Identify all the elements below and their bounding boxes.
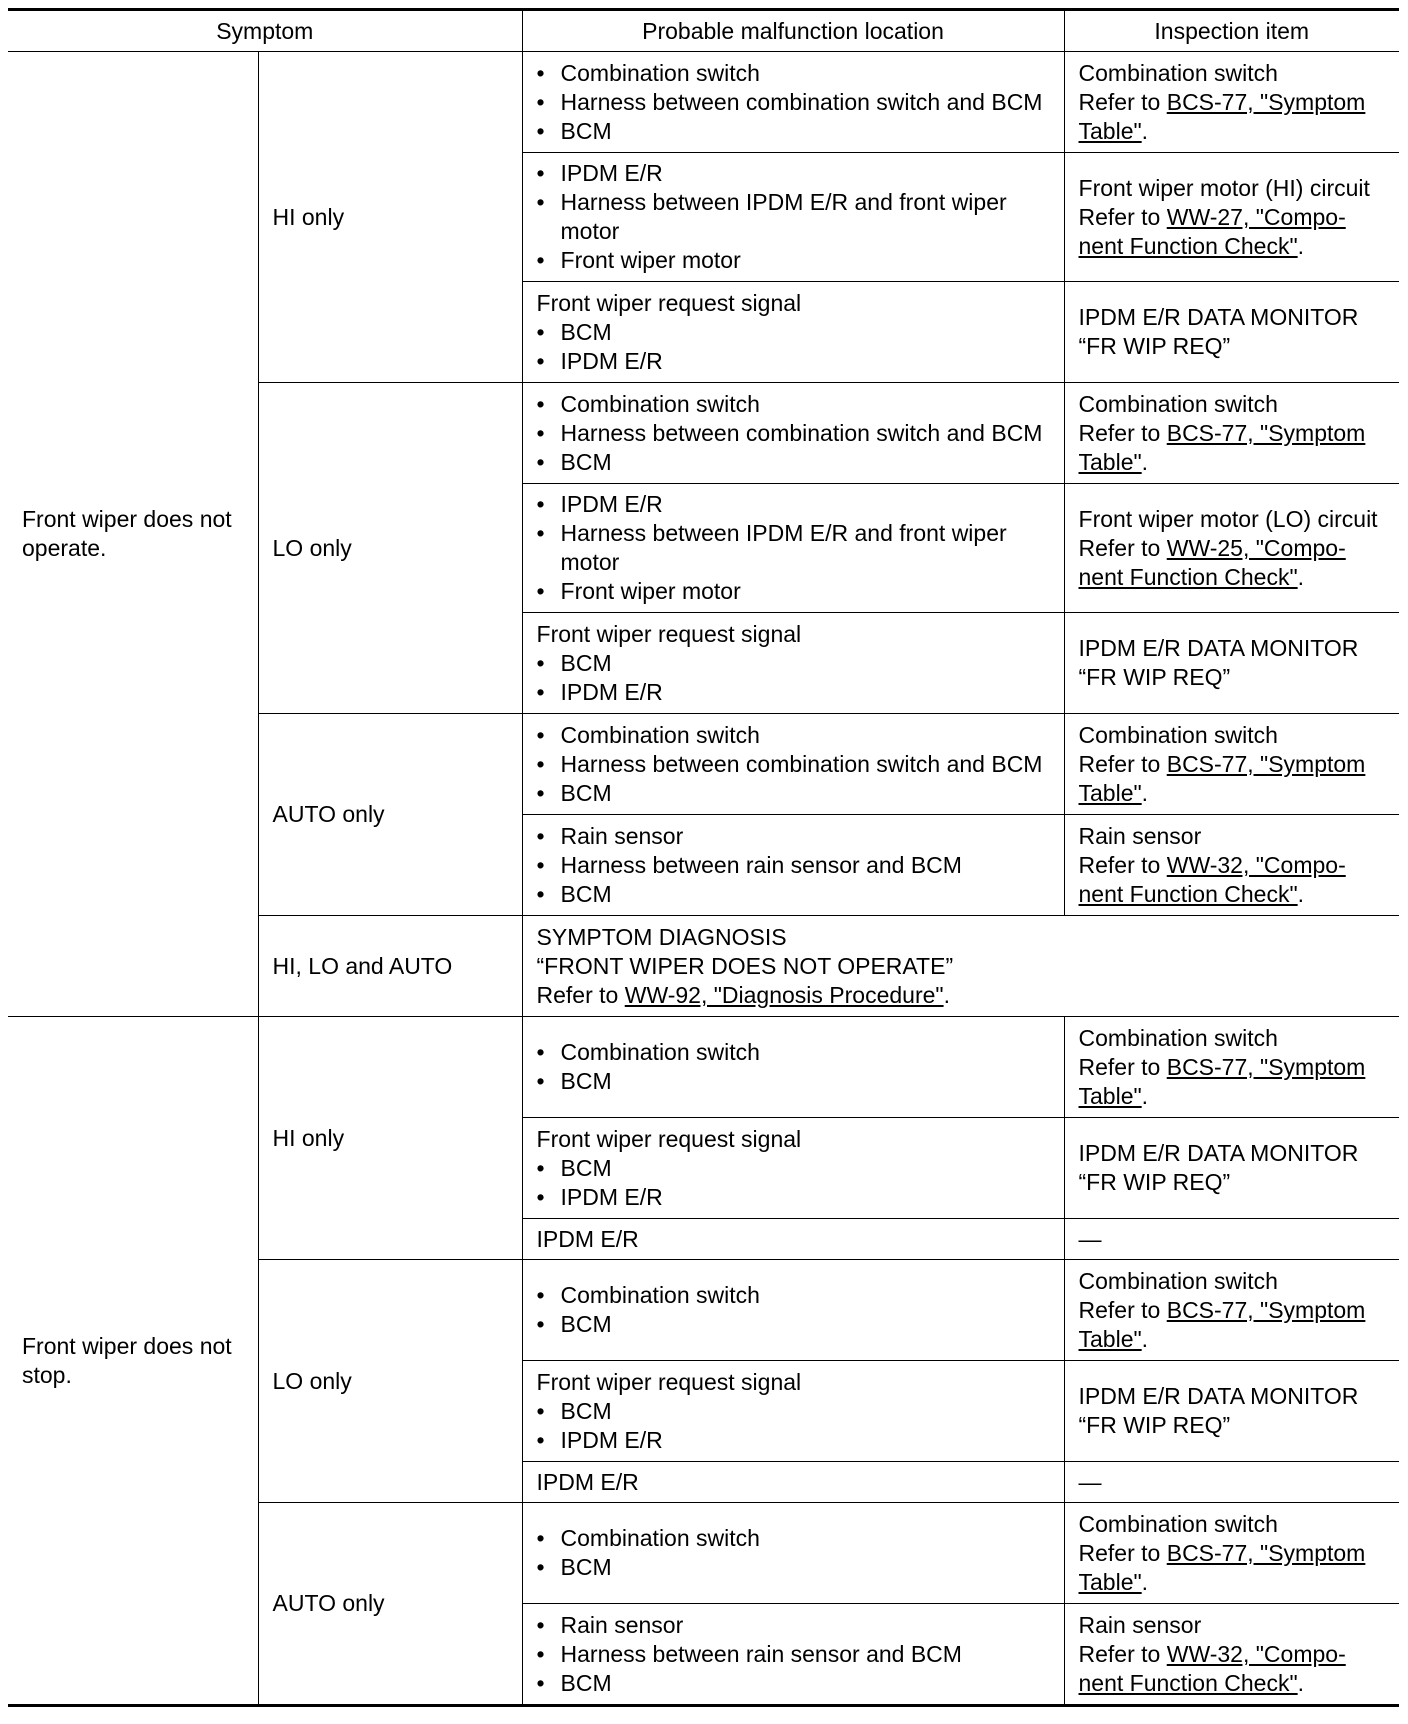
location-bullet: • Rain sensor — [537, 1611, 1064, 1640]
header-location: Probable malfunction location — [522, 10, 1064, 52]
reference-link[interactable]: Table" — [1078, 448, 1142, 475]
location-bullet: • Combination switch — [537, 1281, 1064, 1310]
reference-link[interactable]: Table" — [1078, 117, 1142, 144]
inspection-text: Front wiper motor (LO) circuit — [1078, 505, 1378, 532]
location-bullet: • Front wiper motor — [537, 577, 1064, 606]
inspection-reference-cont — [1079, 1325, 1400, 1354]
inspection-reference — [1079, 1539, 1400, 1568]
inspection-text: Rain sensor — [1078, 822, 1202, 849]
location-bullet: • Harness between rain sensor and BCM — [537, 1640, 1064, 1669]
inspection-reference — [1079, 203, 1400, 232]
location-bullet: • Harness between IPDM E/R and front wiper — [537, 188, 1064, 217]
symptom-text: Front wiper does not — [22, 1332, 232, 1359]
location-bullet: • BCM — [537, 779, 1064, 808]
inspection-cell — [1064, 815, 1399, 916]
inspection-reference — [1079, 534, 1400, 563]
inspection-reference-cont — [1079, 779, 1400, 808]
location-bullet: • IPDM E/R — [537, 159, 1064, 188]
location-title: Front wiper request signal — [536, 1125, 802, 1152]
mode-cell — [258, 1503, 522, 1706]
location-bullet: • Combination switch — [537, 390, 1064, 419]
inspection-cell — [1064, 1260, 1399, 1361]
symptom-cell — [8, 1017, 258, 1706]
inspection-text: IPDM E/R DATA MONITOR — [1078, 1383, 1359, 1409]
mode-cell — [258, 714, 522, 916]
reference-link[interactable]: BCS-77, "Symptom — [1166, 88, 1366, 115]
reference-prefix: Refer to — [536, 981, 625, 1008]
inspection-cell — [1064, 1017, 1399, 1118]
location-bullet: • BCM — [537, 1553, 1064, 1582]
inspection-text: Rain sensor — [1078, 1611, 1202, 1638]
reference-suffix: . — [1141, 448, 1149, 475]
inspection-text: “FR WIP REQ” — [1078, 1169, 1231, 1195]
inspection-text: Combination switch — [1078, 390, 1278, 417]
diagnosis-title: SYMPTOM DIAGNOSIS — [536, 923, 787, 950]
location-bullet: • Harness between IPDM E/R and front wiper — [537, 519, 1064, 548]
inspection-cell — [1064, 1503, 1399, 1604]
inspection-reference — [1079, 419, 1400, 448]
mode-label: HI only — [272, 203, 345, 230]
diagnosis-reference — [537, 981, 1400, 1010]
inspection-text: Front wiper motor (HI) circuit — [1078, 174, 1370, 201]
location-bullet: • IPDM E/R — [537, 347, 1064, 376]
inspection-reference-cont — [1079, 1568, 1400, 1597]
reference-link[interactable]: nent Function Check" — [1078, 1669, 1298, 1696]
location-bullet: • Harness between rain sensor and BCM — [537, 851, 1064, 880]
inspection-reference-cont — [1079, 563, 1400, 592]
location-bullet: • Combination switch — [537, 1524, 1064, 1553]
inspection-cell — [1064, 52, 1399, 153]
header-inspection: Inspection item — [1064, 10, 1399, 52]
inspection-reference-cont — [1079, 117, 1400, 146]
inspection-text: Combination switch — [1078, 1024, 1278, 1051]
mode-label: HI, LO and AUTO — [272, 952, 453, 979]
reference-suffix: . — [1141, 117, 1149, 144]
location-bullet: • IPDM E/R — [537, 490, 1064, 519]
location-bullet: • Harness between combination switch and BCM — [537, 419, 1064, 448]
inspection-reference — [1079, 88, 1400, 117]
inspection-cell — [1064, 714, 1399, 815]
merged-diagnosis-cell — [522, 916, 1399, 1017]
reference-suffix: . — [1141, 779, 1149, 806]
location-title: IPDM E/R — [536, 1225, 639, 1252]
inspection-cell — [1064, 383, 1399, 484]
reference-link[interactable]: WW-32, "Compo- — [1166, 851, 1346, 878]
reference-suffix: . — [1141, 1082, 1149, 1109]
inspection-text: IPDM E/R DATA MONITOR — [1078, 635, 1359, 661]
reference-link[interactable]: nent Function Check" — [1078, 880, 1298, 907]
reference-link[interactable]: BCS-77, "Symptom — [1166, 1296, 1366, 1323]
location-cell — [522, 1260, 1064, 1361]
reference-prefix: Refer to — [1078, 534, 1167, 561]
reference-prefix: Refer to — [1078, 750, 1167, 777]
location-bullet: • IPDM E/R — [537, 1426, 1064, 1455]
inspection-text: “FR WIP REQ” — [1078, 333, 1231, 359]
reference-prefix: Refer to — [1078, 1539, 1167, 1566]
location-bullet: • Combination switch — [537, 1038, 1064, 1067]
inspection-cell — [1064, 1604, 1399, 1706]
inspection-text: Combination switch — [1078, 721, 1278, 748]
reference-suffix: . — [1141, 1325, 1149, 1352]
reference-prefix: Refer to — [1078, 1640, 1167, 1667]
reference-link[interactable]: BCS-77, "Symptom — [1166, 750, 1366, 777]
location-title: IPDM E/R — [536, 1468, 639, 1495]
location-bullet: • Combination switch — [537, 721, 1064, 750]
mode-cell — [258, 52, 522, 383]
reference-prefix: Refer to — [1078, 88, 1167, 115]
mode-label: AUTO only — [272, 801, 385, 827]
header-symptom: Symptom — [8, 10, 522, 52]
reference-suffix: . — [1297, 232, 1305, 259]
reference-link[interactable]: WW-25, "Compo- — [1166, 534, 1346, 561]
inspection-text: Combination switch — [1078, 1267, 1278, 1294]
location-cell — [522, 1017, 1064, 1118]
reference-link[interactable]: nent Function Check" — [1078, 232, 1298, 259]
location-cell — [522, 484, 1064, 613]
reference-link[interactable]: Table" — [1078, 1325, 1142, 1352]
reference-link[interactable]: BCS-77, "Symptom — [1166, 419, 1366, 446]
location-cell — [522, 1462, 1064, 1503]
location-cell — [522, 613, 1064, 714]
location-bullet: • BCM — [537, 448, 1064, 477]
inspection-text: IPDM E/R DATA MONITOR — [1078, 1140, 1359, 1166]
inspection-reference-cont — [1079, 232, 1400, 261]
location-bullet: • Harness between combination switch and BCM — [537, 750, 1064, 779]
location-cell — [522, 383, 1064, 484]
location-bullet: • BCM — [537, 1397, 1064, 1426]
table-header-row — [8, 10, 1399, 52]
inspection-text: IPDM E/R DATA MONITOR — [1078, 304, 1359, 330]
location-title: Front wiper request signal — [536, 620, 802, 647]
location-bullet: • BCM — [537, 1310, 1064, 1339]
location-cell — [522, 714, 1064, 815]
inspection-cell — [1064, 1462, 1399, 1503]
location-cell — [522, 1503, 1064, 1604]
inspection-cell — [1064, 1219, 1399, 1260]
empty-dash: — — [1078, 1468, 1102, 1495]
symptom-text: stop. — [22, 1361, 72, 1388]
mode-cell — [258, 1017, 522, 1260]
symptom-text: operate. — [22, 535, 107, 561]
location-title: Front wiper request signal — [536, 1368, 802, 1395]
inspection-text: Combination switch — [1078, 1510, 1278, 1537]
location-bullet: • BCM — [537, 318, 1064, 347]
mode-label: AUTO only — [272, 1590, 385, 1616]
inspection-text: “FR WIP REQ” — [1078, 1412, 1231, 1438]
location-title: Front wiper request signal — [536, 289, 802, 316]
location-cell — [522, 1361, 1064, 1462]
reference-suffix: . — [1297, 1669, 1305, 1696]
location-bullet: • BCM — [537, 117, 1064, 146]
reference-link[interactable]: WW-92, "Diagnosis Procedure" — [624, 981, 944, 1008]
reference-suffix: . — [1297, 563, 1305, 590]
inspection-cell — [1064, 1118, 1399, 1219]
location-cell — [522, 52, 1064, 153]
location-cell — [522, 282, 1064, 383]
inspection-reference — [1079, 750, 1400, 779]
mode-label: HI only — [272, 1124, 345, 1151]
reference-prefix: Refer to — [1078, 203, 1167, 230]
reference-suffix: . — [943, 981, 950, 1008]
mode-label: LO only — [272, 1367, 352, 1394]
empty-dash: — — [1078, 1225, 1102, 1252]
location-bullet: • Rain sensor — [537, 822, 1064, 851]
reference-link[interactable]: nent Function Check" — [1078, 563, 1298, 590]
symptom-table — [8, 8, 1399, 1707]
reference-link[interactable]: BCS-77, "Symptom — [1166, 1053, 1366, 1080]
reference-prefix: Refer to — [1078, 1296, 1167, 1323]
symptom-text: Front wiper does not — [22, 506, 232, 532]
mode-cell — [258, 383, 522, 714]
reference-link[interactable]: Table" — [1078, 1568, 1142, 1595]
reference-suffix: . — [1141, 1568, 1149, 1595]
mode-cell — [258, 916, 522, 1017]
table-row — [8, 1017, 1399, 1118]
mode-cell — [258, 1260, 522, 1503]
inspection-cell — [1064, 282, 1399, 383]
location-bullet-continuation: motor — [560, 549, 620, 575]
mode-label: LO only — [272, 534, 352, 561]
location-bullet: • BCM — [537, 1067, 1064, 1096]
inspection-text: Combination switch — [1078, 59, 1278, 86]
location-bullet: • BCM — [537, 649, 1064, 678]
location-bullet-continuation: motor — [560, 218, 620, 244]
reference-link[interactable]: BCS-77, "Symptom — [1166, 1539, 1366, 1566]
location-cell — [522, 153, 1064, 282]
inspection-reference-cont — [1079, 1669, 1400, 1698]
inspection-reference-cont — [1079, 880, 1400, 909]
table-row — [8, 52, 1399, 153]
table-body — [8, 52, 1399, 1706]
location-bullet: • IPDM E/R — [537, 678, 1064, 707]
location-bullet: • BCM — [537, 880, 1064, 909]
reference-link[interactable]: WW-27, "Compo- — [1166, 203, 1346, 230]
reference-link[interactable]: Table" — [1078, 779, 1142, 806]
inspection-text: “FR WIP REQ” — [1078, 664, 1231, 690]
location-bullet: • Harness between combination switch and BCM — [537, 88, 1064, 117]
reference-suffix: . — [1297, 880, 1305, 907]
location-bullet: • IPDM E/R — [537, 1183, 1064, 1212]
diagnosis-symptom: “FRONT WIPER DOES NOT OPERATE” — [536, 952, 954, 979]
inspection-reference — [1079, 1640, 1400, 1669]
inspection-cell — [1064, 153, 1399, 282]
location-cell — [522, 1219, 1064, 1260]
location-cell — [522, 1604, 1064, 1706]
reference-link[interactable]: WW-32, "Compo- — [1166, 1640, 1346, 1667]
inspection-reference-cont — [1079, 448, 1400, 477]
inspection-cell — [1064, 613, 1399, 714]
location-cell — [522, 815, 1064, 916]
location-bullet: • BCM — [537, 1154, 1064, 1183]
reference-link[interactable]: Table" — [1078, 1082, 1142, 1109]
reference-prefix: Refer to — [1078, 419, 1167, 446]
location-cell — [522, 1118, 1064, 1219]
inspection-cell — [1064, 1361, 1399, 1462]
reference-prefix: Refer to — [1078, 851, 1167, 878]
location-bullet: • Front wiper motor — [537, 246, 1064, 275]
inspection-reference-cont — [1079, 1082, 1400, 1111]
symptom-cell — [8, 52, 258, 1017]
location-bullet: • BCM — [537, 1669, 1064, 1698]
reference-prefix: Refer to — [1078, 1053, 1167, 1080]
inspection-cell — [1064, 484, 1399, 613]
inspection-reference — [1079, 851, 1400, 880]
inspection-reference — [1079, 1053, 1400, 1082]
inspection-reference — [1079, 1296, 1400, 1325]
location-bullet: • Combination switch — [537, 59, 1064, 88]
